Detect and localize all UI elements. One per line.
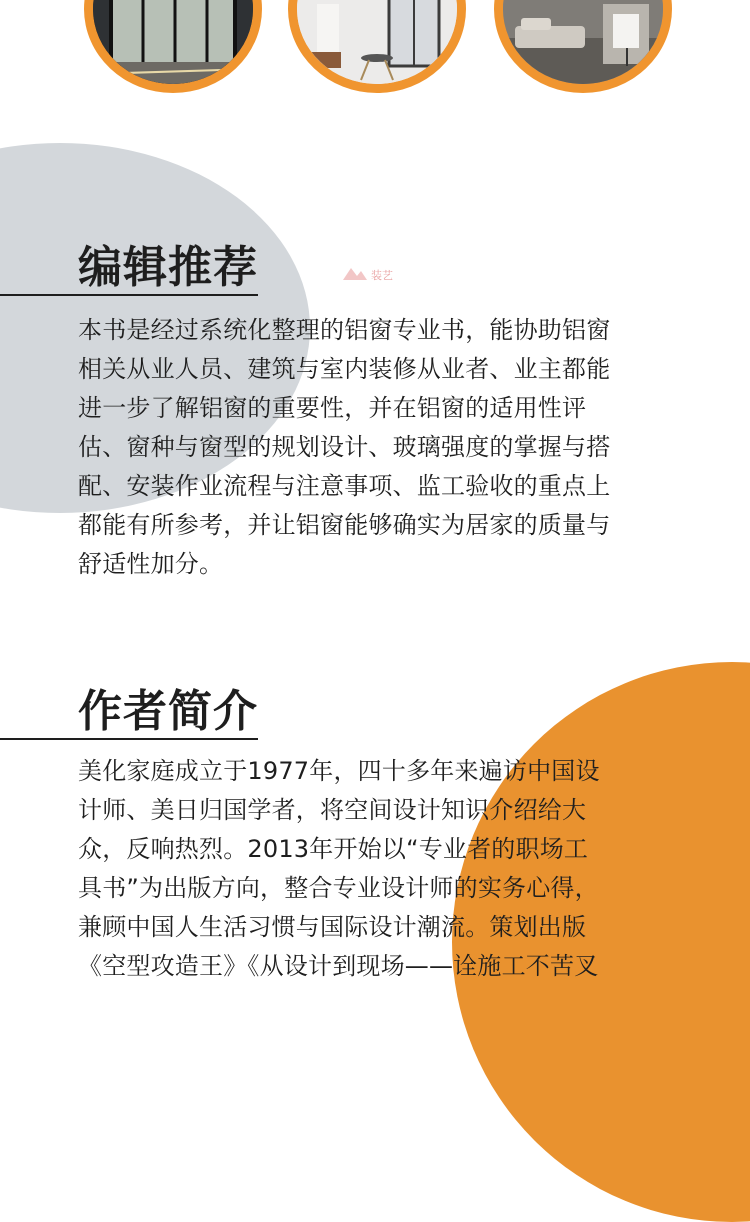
paragraph-line: 计师、美日归国学者，将空间设计知识介绍给大 [78,796,587,824]
author-heading: 作者简介 [78,686,258,737]
paragraph-line: 进一步了解铝窗的重要性，并在铝窗的适用性评 [78,394,587,422]
paragraph-line: 舒适性加分。 [78,550,224,578]
window-photo-1 [84,0,262,93]
watermark-text: 装艺 [371,269,393,282]
paragraph-line: 本书是经过系统化整理的铝窗专业书，能协助铝窗 [78,316,611,344]
recommend-heading: 编辑推荐 [78,242,258,293]
recommend-heading-underline [0,294,258,296]
paragraph-line: 配、安装作业流程与注意事项、监工验收的重点上 [78,472,611,500]
paragraph-line: 估、窗种与窗型的规划设计、玻璃强度的掌握与搭 [78,433,611,461]
paragraph-line: 兼顾中国人生活习惯与国际设计潮流。策划出版 [78,913,587,941]
window-photo-3 [494,0,672,93]
author-heading-underline [0,738,258,740]
paragraph-line: 《空型攻造王》《从设计到现场——诠施工不苦叉 [78,952,599,980]
paragraph-line: 都能有所参考，并让铝窗能够确实为居家的质量与 [78,511,611,539]
paragraph-line: 具书”为出版方向，整合专业设计师的实务心得， [78,874,599,902]
watermark-logo [341,262,401,286]
paragraph-line: 相关从业人员、建筑与室内装修从业者、业主都能 [78,355,611,383]
paragraph-line: 美化家庭成立于1977年，四十多年来遍访中国设 [78,757,600,785]
recommend-paragraph [78,311,678,584]
author-paragraph [78,752,678,986]
window-photo-2 [288,0,466,93]
paragraph-line: 众，反响热烈。2013年开始以“专业者的职场工 [78,835,589,863]
